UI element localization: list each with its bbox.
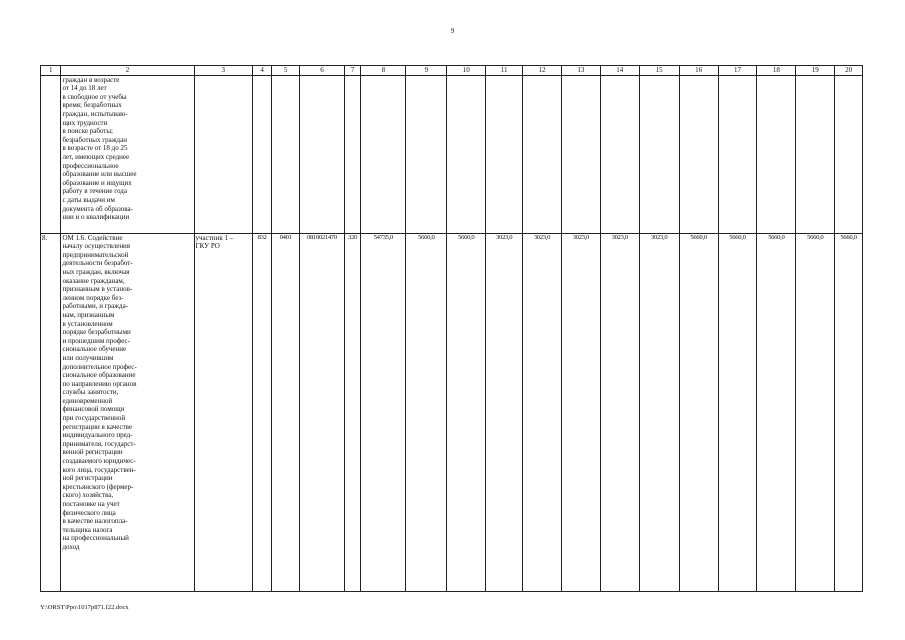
- col-header: 13: [561, 66, 600, 76]
- value-cell: 832: [252, 233, 271, 591]
- col-header: 6: [299, 66, 344, 76]
- col-header: 11: [486, 66, 523, 76]
- col-header: 19: [796, 66, 835, 76]
- value-cell: 3023,0: [486, 233, 523, 591]
- value-cell: 0810021470: [299, 233, 344, 591]
- col-header: 20: [835, 66, 863, 76]
- executor-cell: участник 1 – ГКУ РО: [194, 233, 252, 591]
- col-header: 2: [61, 66, 194, 76]
- value-cell: 5660,0: [796, 233, 835, 591]
- col-header: 16: [679, 66, 718, 76]
- value-cell: 5660,0: [718, 233, 757, 591]
- value-cell: 5660,0: [679, 233, 718, 591]
- value-cell: 5660,0: [835, 233, 863, 591]
- page-number: 9: [450, 27, 455, 35]
- col-header: 14: [600, 66, 639, 76]
- col-header: 5: [272, 66, 300, 76]
- row-number: 8.: [41, 233, 61, 591]
- col-header: 3: [194, 66, 252, 76]
- value-cell: 3023,0: [600, 233, 639, 591]
- value-cell: 320: [344, 233, 360, 591]
- file-path-footer: Y:\ORST\Ppo\1017p871.f22.docx: [40, 604, 129, 611]
- col-header: 9: [406, 66, 447, 76]
- value-cell: 3023,0: [523, 233, 562, 591]
- col-header: 1: [41, 66, 61, 76]
- col-header: 17: [718, 66, 757, 76]
- col-header: 18: [757, 66, 796, 76]
- value-cell: 54735,0: [361, 233, 406, 591]
- value-cell: 3023,0: [639, 233, 679, 591]
- col-header: 4: [252, 66, 271, 76]
- col-header: 8: [361, 66, 406, 76]
- value-cell: 5660,0: [406, 233, 447, 591]
- col-header: 7: [344, 66, 360, 76]
- col-header: 15: [639, 66, 679, 76]
- value-cell: 0401: [272, 233, 300, 591]
- row-number: [41, 75, 61, 233]
- table-row: [41, 233, 863, 591]
- col-header: 12: [523, 66, 562, 76]
- value-cell: 5660,0: [447, 233, 486, 591]
- value-cell: 5660,0: [757, 233, 796, 591]
- header-row: [41, 66, 863, 76]
- row-description: ОМ 1.6. Содействие началу осуществления предпринимательской деятельности безработ- ных граждан, включая оказание гражданам, признанным в установ- ленном порядке без- работными, и гражда- нам, признанным в установленном порядке безработными и прошедшим профес- сиональное обучение или получившим дополнительное профес- сиональное образование по направлению органов службы занятости, единовременной финансовой помощи при государственной регистрации в качестве индивидуального пред- принимателя, государст- венной регистрации создаваемого юридичес- кого лица, государствен- ной регистрации крестьянского (фермер- ского) хозяйства, постановке на учет физического лица в качестве налогопла- тельщика налога на профессиональный доход: [61, 233, 194, 591]
- table-row: [41, 75, 863, 233]
- col-header: 10: [447, 66, 486, 76]
- value-cell: 3023,0: [561, 233, 600, 591]
- budget-table: [40, 65, 863, 592]
- row-description: граждан в возрасте от 14 до 18 лет в свободное от учебы время; безработных граждан, испытываю- щих трудности в поиске работы; безработных граждан в возрасте от 18 до 25 лет, имеющих среднее профессиональное образование или высшее образование и ищущих работу в течение года с даты выдачи им документа об образова- нии и о квалификации: [61, 75, 194, 233]
